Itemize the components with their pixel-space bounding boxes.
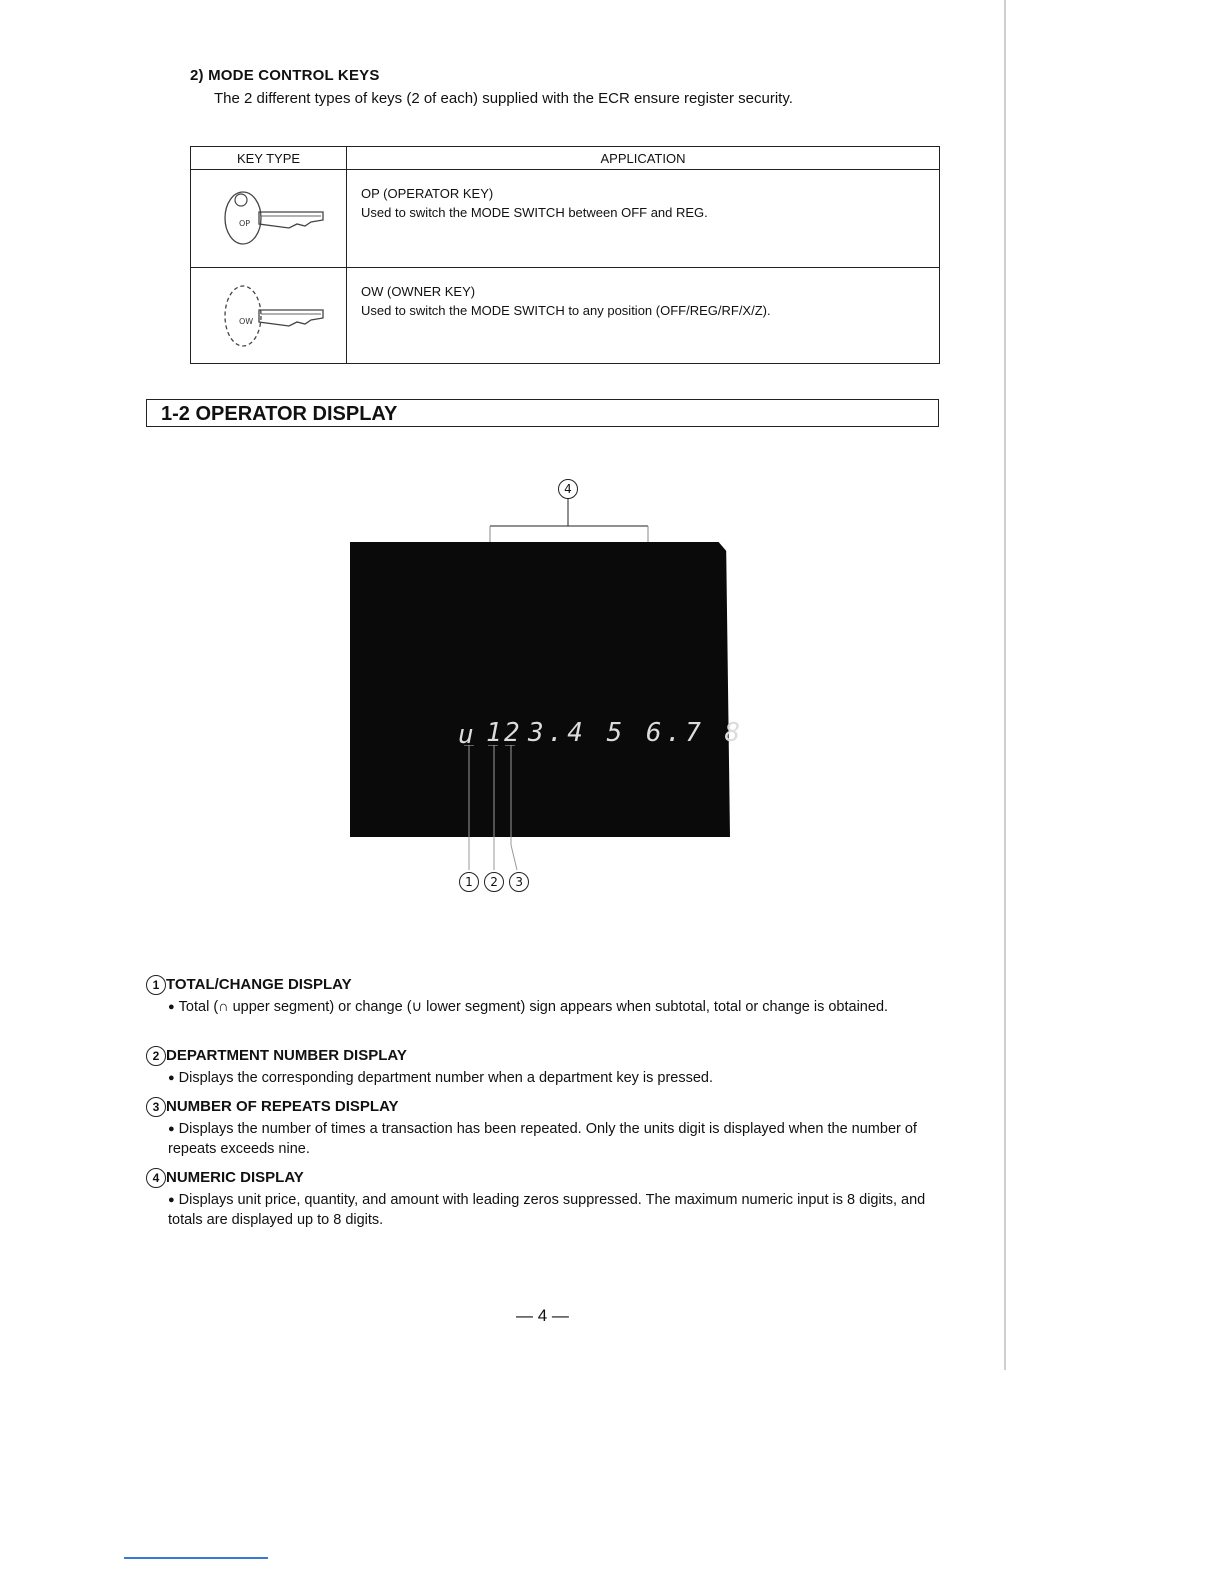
application-cell bbox=[347, 170, 940, 268]
item-title: TOTAL/CHANGE DISPLAY bbox=[166, 976, 352, 993]
item-heading bbox=[146, 1168, 304, 1188]
key-image-cell bbox=[191, 268, 347, 364]
item-text: Displays the number of times a transaction has been repeated. Only the units digit is displayed when the number of repeats exceeds nine. bbox=[168, 1121, 917, 1157]
key-name: OW (OWNER KEY) bbox=[361, 284, 476, 299]
total-change-sign: u bbox=[458, 720, 478, 750]
item-title: NUMBER OF REPEATS DISPLAY bbox=[166, 1098, 399, 1115]
svg-text:OP: OP bbox=[239, 218, 251, 228]
key-description: Used to switch the MODE SWITCH to any position (OFF/REG/RF/X/Z). bbox=[361, 303, 771, 318]
key-image-cell bbox=[191, 170, 347, 268]
operator-display-panel bbox=[350, 542, 730, 837]
application-cell bbox=[347, 268, 940, 364]
table-row bbox=[191, 268, 940, 364]
callout-number: 1 bbox=[459, 872, 479, 892]
bullet-icon: ● bbox=[168, 1194, 175, 1206]
numeric-readout: 3.4 5 6.7 8 bbox=[528, 718, 745, 748]
key-op-icon bbox=[191, 176, 346, 259]
bullet-icon: ● bbox=[168, 1123, 175, 1135]
item-text: Displays the corresponding department number when a department key is pressed. bbox=[178, 1070, 714, 1086]
callout-number: 2 bbox=[484, 872, 504, 892]
key-ow-icon bbox=[191, 274, 346, 355]
item-heading bbox=[146, 975, 352, 995]
operator-display-heading: 1-2 OPERATOR DISPLAY bbox=[146, 399, 939, 427]
header-application: APPLICATION bbox=[347, 147, 940, 170]
page-number: — 4 — bbox=[516, 1306, 569, 1325]
table-row bbox=[191, 170, 940, 268]
page-edge-rule bbox=[1004, 0, 1006, 1370]
item-description bbox=[168, 1068, 940, 1088]
bullet-icon: ● bbox=[168, 1072, 175, 1084]
department-digit: 1 bbox=[486, 718, 506, 748]
header-key-type: KEY TYPE bbox=[191, 147, 347, 170]
item-description bbox=[168, 1119, 940, 1159]
item-number: 3 bbox=[146, 1097, 166, 1117]
footer-link-bar bbox=[124, 1557, 268, 1559]
bullet-icon: ● bbox=[168, 1001, 175, 1013]
section-title: 2) MODE CONTROL KEYS bbox=[190, 67, 380, 84]
key-name: OP (OPERATOR KEY) bbox=[361, 186, 494, 201]
svg-text:OW: OW bbox=[239, 316, 254, 326]
callout-number: 4 bbox=[558, 479, 578, 499]
item-title: NUMERIC DISPLAY bbox=[166, 1169, 304, 1186]
key-type-table bbox=[190, 146, 940, 364]
key-description: Used to switch the MODE SWITCH between OFF and REG. bbox=[361, 205, 708, 220]
item-text: Displays unit price, quantity, and amount with leading zeros suppressed. The maximum numeric input is 8 digits, and totals are displayed up to 8 digits. bbox=[168, 1192, 926, 1228]
item-number: 1 bbox=[146, 975, 166, 995]
item-description bbox=[168, 1190, 940, 1230]
repeat-digit: 2 bbox=[504, 718, 524, 748]
callout-row bbox=[459, 871, 529, 892]
callout-4 bbox=[558, 478, 578, 499]
item-title: DEPARTMENT NUMBER DISPLAY bbox=[166, 1047, 407, 1064]
item-description bbox=[168, 997, 940, 1017]
item-text: Total (∩ upper segment) or change (∪ lower segment) sign appears when subtotal, total or change is obtained. bbox=[178, 999, 889, 1015]
item-number: 4 bbox=[146, 1168, 166, 1188]
item-number: 2 bbox=[146, 1046, 166, 1066]
item-heading bbox=[146, 1097, 399, 1117]
callout-number: 3 bbox=[509, 872, 529, 892]
item-heading bbox=[146, 1046, 407, 1066]
callout-leaders bbox=[460, 745, 530, 875]
section-intro: The 2 different types of keys (2 of each) supplied with the ECR ensure register security. bbox=[214, 90, 793, 107]
